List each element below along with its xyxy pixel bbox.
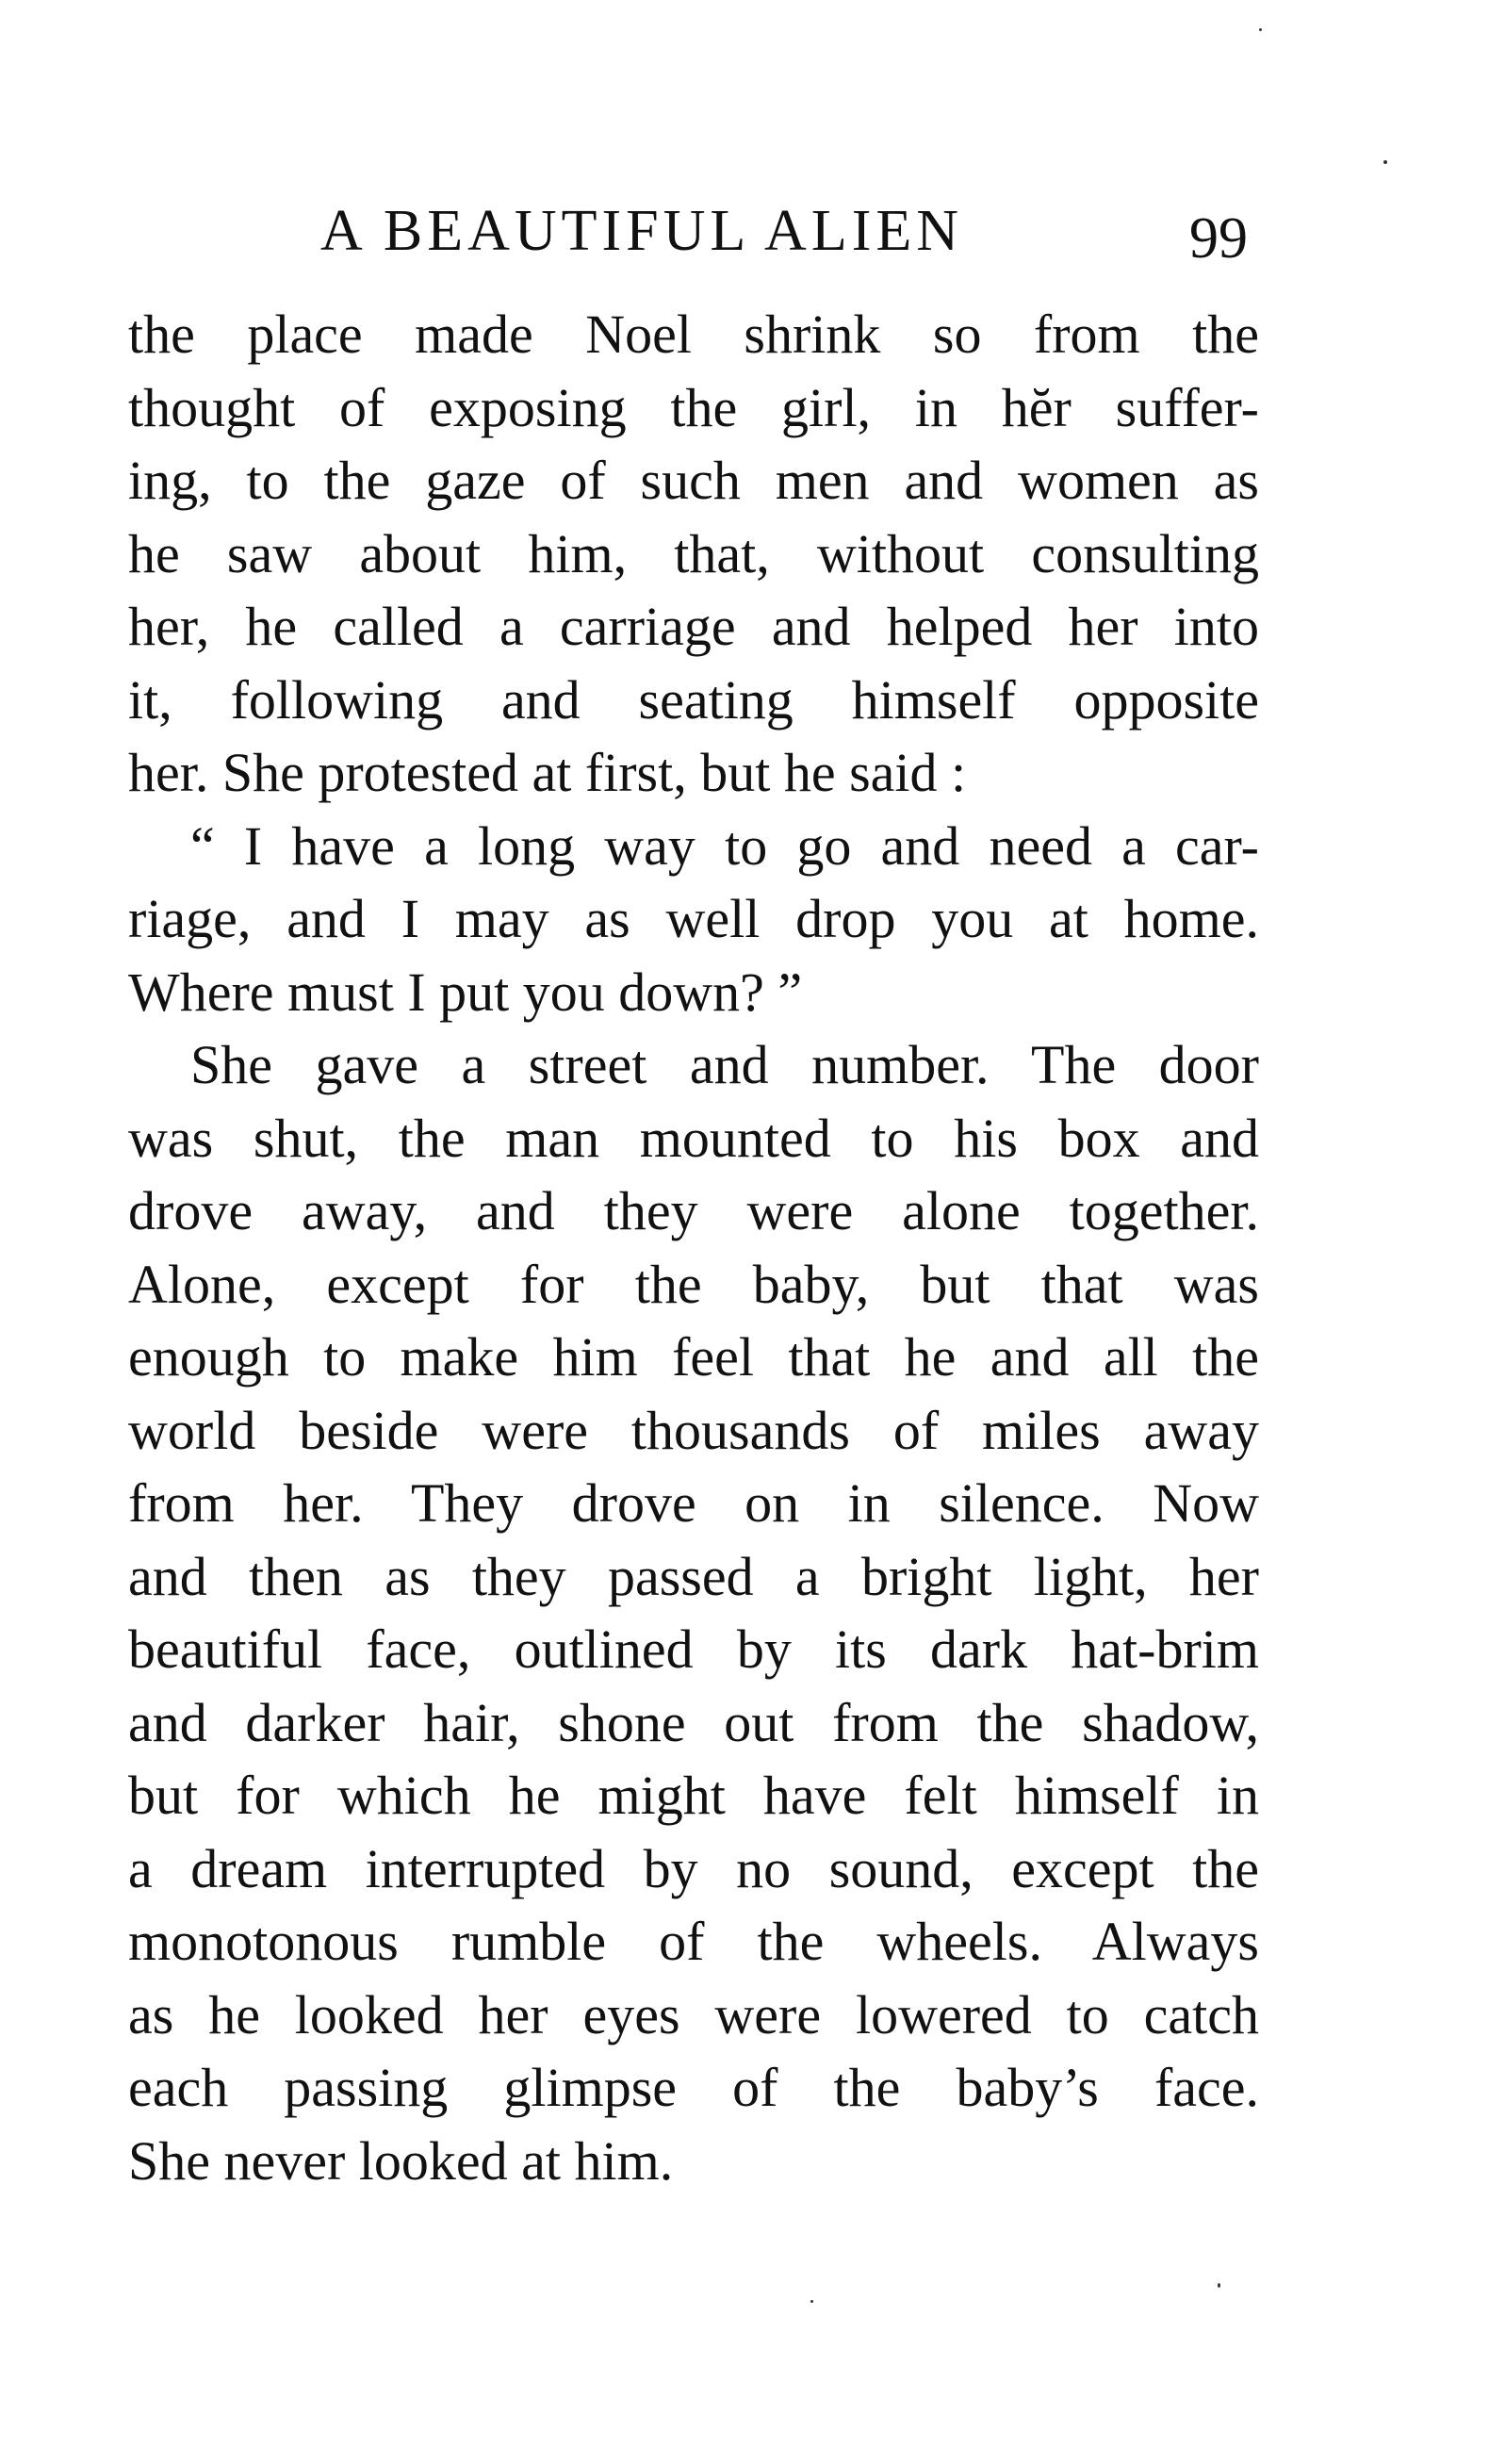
running-title: A BEAUTIFUL ALIEN <box>320 199 963 263</box>
page-number: 99 <box>1189 206 1248 271</box>
body-text <box>128 298 1259 2197</box>
text-line: but for which he might have felt himself in <box>128 1765 1259 1826</box>
text-line: it, following and seating himself opposite <box>128 668 1259 731</box>
text-line: her, he called a carriage and helped her into <box>128 596 1259 657</box>
text-line: enough to make him feel that he and all the <box>128 1326 1259 1388</box>
text-line: her. She protested at first, but he said : <box>128 742 967 803</box>
text-line: She never looked at him. <box>128 2129 674 2192</box>
text-line: ing, to the gaze of such men and women as <box>128 450 1259 511</box>
text-line: world beside were thousands of miles away <box>128 1399 1259 1461</box>
text-line: a dream interrupted by no sound, except the <box>128 1837 1259 1899</box>
scan-speck <box>1259 28 1262 31</box>
text-line: he saw about him, that, without consulting <box>128 522 1259 584</box>
text-line: the place made Noel shrink so from the <box>128 304 1259 365</box>
text-line: “ I have a long way to go and need a car- <box>190 814 1259 877</box>
text-line: Where must I put you down? ” <box>128 961 803 1023</box>
text-line: riage, and I may as well drop you at home. <box>128 888 1259 949</box>
text-line: and then as they passed a bright light, her <box>128 1545 1259 1607</box>
text-line: each passing glimpse of the baby’s face. <box>128 2057 1259 2118</box>
text-line: monotonous rumble of the wheels. Always <box>128 1911 1259 1972</box>
text-line: drove away, and they were alone together. <box>128 1180 1259 1241</box>
text-line: beautiful face, outlined by its dark hat-brim <box>128 1618 1259 1680</box>
scan-speck <box>1383 160 1387 164</box>
text-line: as he looked her eyes were lowered to catch <box>128 1983 1259 2045</box>
text-line: and darker hair, shone out from the shadow, <box>128 1691 1259 1753</box>
text-line: Alone, except for the baby, but that was <box>128 1253 1259 1315</box>
text-line: was shut, the man mounted to his box and <box>128 1107 1259 1169</box>
scan-speck <box>1218 2283 1220 2288</box>
scan-speck <box>810 2300 813 2303</box>
text-line: from her. They drove on in silence. Now <box>128 1472 1259 1534</box>
text-line: She gave a street and number. The door <box>190 1034 1259 1095</box>
running-header <box>0 193 1489 269</box>
text-line: thought of exposing the girl, in hĕr suffer- <box>128 376 1259 438</box>
